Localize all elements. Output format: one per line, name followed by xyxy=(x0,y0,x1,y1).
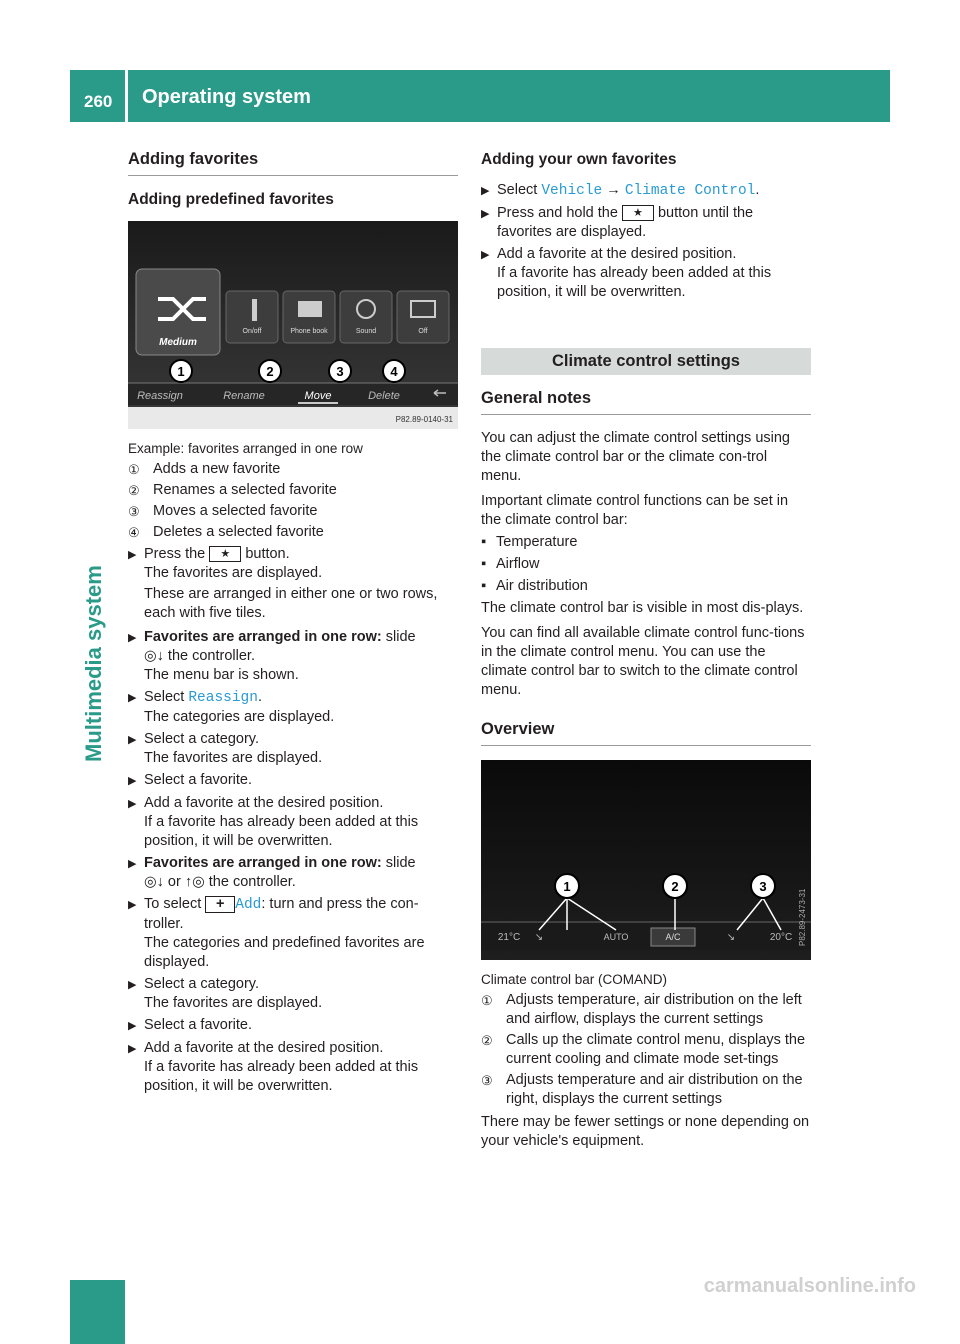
plus-icon: + xyxy=(205,896,235,913)
callout-3 xyxy=(329,360,351,382)
callout-1 xyxy=(555,874,579,898)
list-item: ① Adjusts temperature, air distribution on the left and airflow, displays the current settings xyxy=(481,992,802,1027)
menu-option-climate-control: Climate Control xyxy=(624,183,756,199)
callout-4 xyxy=(383,360,405,382)
instruction-step: ▶ Favorites are arranged in one row: slide ◎↓ the controller. The menu bar is shown. xyxy=(128,629,416,683)
step-arrow-icon: ▶ xyxy=(128,549,137,561)
step-arrow-icon: ▶ xyxy=(128,858,137,870)
tile-label: Off xyxy=(418,328,428,335)
instruction-step: ▶ Add a favorite at the desired position. If a favorite has already been added at this position, it will be overwritten. xyxy=(128,1040,419,1094)
menu-option-add: Add xyxy=(235,897,262,913)
left-column xyxy=(128,150,458,1096)
instruction-step: ▶ Favorites are arranged in one row: slide ◎↓ or ↑◎ the controller. xyxy=(128,855,416,890)
page-header xyxy=(70,70,890,122)
favorites-key-icon: ★ xyxy=(209,546,241,562)
bullet-item: ▪ Temperature xyxy=(481,534,578,550)
controller-slide-icon: ◎↓ or ↑◎ the controller. xyxy=(144,874,296,890)
side-strip xyxy=(70,122,125,1222)
subheading-own-favorites: Adding your own favorites xyxy=(481,151,677,168)
instruction-step: ▶ Select Reassign. The categories are displayed. xyxy=(128,689,335,725)
step-arrow-icon: ▶ xyxy=(128,1043,137,1055)
page-number: 260 xyxy=(84,92,113,111)
section-heading-general-notes: General notes xyxy=(481,389,592,407)
menu-option-vehicle: Vehicle xyxy=(541,183,603,199)
instruction-step: ▶ Select a category. The favorites are displayed. xyxy=(128,731,323,766)
step-arrow-icon: ▶ xyxy=(128,775,137,787)
menu-option-reassign: Reassign xyxy=(188,690,258,706)
instruction-step: ▶ Add a favorite at the desired position. If a favorite has already been added at this position, it will be overwritten. xyxy=(128,795,419,849)
callout-2 xyxy=(259,360,281,382)
main-tile-label: Medium xyxy=(159,337,197,348)
instruction-step: ▶ Select Vehicle → Climate Control. xyxy=(481,182,760,199)
header-divider xyxy=(125,70,128,122)
instruction-step: ▶ Press the ★ button. The favorites are displayed. These are arranged in either one or two rows, each with five tiles. xyxy=(128,545,458,625)
section-banner-climate: Climate control settings xyxy=(481,348,811,375)
instruction-step: ▶ To select + Add: turn and press the con-troller. The categories and predefined favorites are displayed. xyxy=(128,895,425,970)
tile-label: On/off xyxy=(242,328,262,335)
climate-bar-graphic xyxy=(481,760,811,960)
svg-text:2: 2 xyxy=(671,879,679,894)
bullet-item: ▪ Air distribution xyxy=(481,578,588,594)
list-item: ② Calls up the climate control menu, displays the current cooling and climate mode set-tings xyxy=(481,1032,806,1067)
step-arrow-icon: ▶ xyxy=(481,185,490,197)
ac-label: A/C xyxy=(665,932,681,942)
callout-1 xyxy=(170,360,192,382)
tile-label: Phone book xyxy=(290,328,328,335)
instruction-step: ▶ Select a category. The favorites are displayed. xyxy=(128,976,323,1011)
paragraph: There may be fewer settings or none depending on your vehicle's equipment. xyxy=(481,1114,810,1149)
list-item: ④ Deletes a selected favorite xyxy=(128,524,324,540)
favorites-key-icon: ★ xyxy=(622,205,654,221)
svg-text:3: 3 xyxy=(759,879,767,894)
svg-text:2: 2 xyxy=(266,364,274,379)
side-section-title: Multimedia system xyxy=(81,565,106,762)
paragraph: You can adjust the climate control settings using the climate control bar or the climate con-trol menu. xyxy=(481,430,790,484)
climate-bar-screenshot xyxy=(481,760,811,960)
chapter-title: Operating system xyxy=(142,86,311,108)
svg-text:4: 4 xyxy=(390,364,398,379)
svg-text:1: 1 xyxy=(563,879,571,894)
step-arrow-icon: ▶ xyxy=(128,798,137,810)
temp-right-label: 20°C xyxy=(769,932,793,943)
menu-item: Delete xyxy=(368,390,400,402)
image-code: P82.89-2473-31 xyxy=(798,888,807,946)
watermark: carmanualsonline.info xyxy=(703,1275,916,1297)
auto-label: AUTO xyxy=(603,932,629,942)
instruction-step: ▶ Add a favorite at the desired position. If a favorite has already been added at this position, it will be overwritten. xyxy=(481,246,772,300)
menu-item: Reassign xyxy=(137,390,183,402)
instruction-step: ▶ Select a favorite. xyxy=(128,1016,458,1036)
svg-text:3: 3 xyxy=(336,364,344,379)
paragraph: Important climate control functions can be set in the climate control bar: xyxy=(481,493,789,528)
subheading-predefined: Adding predefined favorites xyxy=(128,191,334,208)
step-arrow-icon: ▶ xyxy=(128,692,137,704)
airflow-right-icon: ↘ xyxy=(726,932,736,943)
section-heading-overview: Overview xyxy=(481,720,555,738)
favorites-screenshot xyxy=(128,221,458,429)
list-item: ① Adds a new favorite xyxy=(128,461,281,477)
callout-3 xyxy=(751,874,775,898)
section-heading-adding-favorites: Adding favorites xyxy=(128,150,259,168)
instruction-step: ▶ Press and hold the ★ button until the favorites are displayed. xyxy=(481,205,754,240)
list-item: ③ Adjusts temperature and air distribution on the right, displays the current settings xyxy=(481,1072,803,1107)
list-item: ② Renames a selected favorite xyxy=(128,482,337,498)
paragraph: You can find all available climate control func-tions in the climate control menu. You can use the climate control bar to switch to the climate control menu. xyxy=(481,625,805,698)
menu-item: Rename xyxy=(223,390,265,402)
image-caption: Climate control bar (COMAND) xyxy=(481,972,668,987)
bullet-item: ▪ Airflow xyxy=(481,556,540,572)
controller-slide-icon: ◎↓ the controller. xyxy=(144,648,255,664)
step-arrow-icon: ▶ xyxy=(481,249,490,261)
svg-text:1: 1 xyxy=(177,364,185,379)
image-caption: Example: favorites arranged in one row xyxy=(128,441,363,456)
callout-2 xyxy=(663,874,687,898)
step-arrow-icon: ▶ xyxy=(481,208,490,220)
step-arrow-icon: ▶ xyxy=(128,1020,137,1032)
step-arrow-icon: ▶ xyxy=(128,734,137,746)
temp-left-label: 21°C xyxy=(497,932,521,943)
step-arrow-icon: ▶ xyxy=(128,979,137,991)
step-arrow-icon: ▶ xyxy=(128,899,137,911)
paragraph: The climate control bar is visible in most dis-plays. xyxy=(481,600,804,616)
right-column xyxy=(481,150,811,1153)
list-item: ③ Moves a selected favorite xyxy=(128,503,318,519)
menu-item: Move xyxy=(304,390,332,402)
step-arrow-icon: ▶ xyxy=(128,632,137,644)
instruction-step: ▶ Select a favorite. xyxy=(128,771,458,791)
airflow-left-icon: ↘ xyxy=(534,932,544,943)
favorites-screen-graphic xyxy=(128,221,458,429)
image-code: P82.89-0140-31 xyxy=(395,415,453,424)
tile-label: Sound xyxy=(355,328,377,335)
